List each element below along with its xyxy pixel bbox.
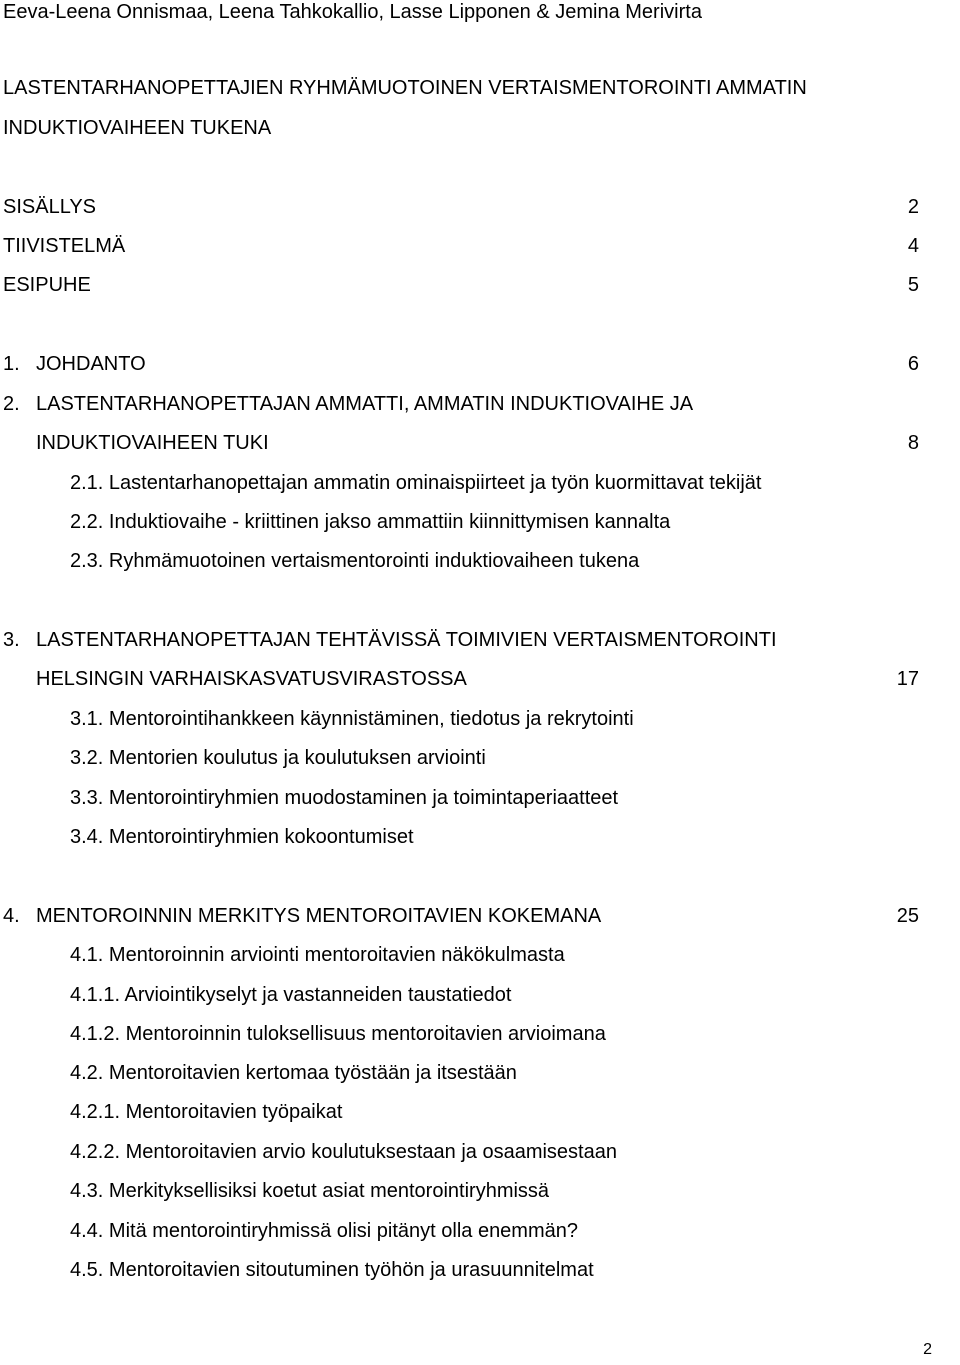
toc-section-1-number: 1. [3, 353, 20, 375]
toc-section-4-page: 25 [896, 905, 919, 927]
toc-tiivistelma-label: TIIVISTELMÄ [3, 235, 126, 257]
toc-section-4-3: 4.3. Merkityksellisiksi koetut asiat mentorointiryhmissä [70, 1180, 550, 1202]
toc-section-4-2-1: 4.2.1. Mentoroitavien työpaikat [70, 1101, 343, 1123]
toc-section-4-2-2: 4.2.2. Mentoroitavien arvio koulutuksestaan ja osaamisestaan [70, 1141, 617, 1163]
toc-section-2-page: 8 [907, 432, 919, 454]
toc-section-2-3: 2.3. Ryhmämuotoinen vertaismentorointi induktiovaiheen tukena [70, 550, 640, 572]
document-title-line-1: LASTENTARHANOPETTAJIEN RYHMÄMUOTOINEN VERTAISMENTOROINTI AMMATIN [3, 77, 807, 99]
toc-esipuhe-label: ESIPUHE [3, 274, 91, 296]
toc-sisallys-label: SISÄLLYS [3, 196, 97, 218]
toc-section-4-1-2: 4.1.2. Mentoroinnin tuloksellisuus mentoroitavien arvioimana [70, 1023, 606, 1045]
toc-section-3-label-line-1: LASTENTARHANOPETTAJAN TEHTÄVISSÄ TOIMIVIEN VERTAISMENTOROINTI [36, 629, 777, 651]
toc-tiivistelma-page: 4 [907, 235, 919, 257]
toc-section-3-label-line-2: HELSINGIN VARHAISKASVATUSVIRASTOSSA [36, 668, 467, 690]
toc-section-2-label-line-2: INDUKTIOVAIHEEN TUKI [36, 432, 269, 454]
toc-section-3-2: 3.2. Mentorien koulutus ja koulutuksen arviointi [70, 747, 486, 769]
toc-section-3-1: 3.1. Mentorointihankkeen käynnistäminen, tiedotus ja rekrytointi [70, 708, 634, 730]
toc-section-3-3: 3.3. Mentorointiryhmien muodostaminen ja toimintaperiaatteet [70, 787, 619, 809]
toc-section-1-page: 6 [907, 353, 919, 375]
toc-section-2-2: 2.2. Induktiovaihe - kriittinen jakso ammattiin kiinnittymisen kannalta [70, 511, 671, 533]
toc-section-4-label: MENTOROINNIN MERKITYS MENTOROITAVIEN KOKEMANA [36, 905, 602, 927]
toc-section-2-number: 2. [3, 393, 20, 415]
toc-section-4-number: 4. [3, 905, 20, 927]
toc-section-4-1: 4.1. Mentoroinnin arviointi mentoroitavien näkökulmasta [70, 944, 565, 966]
toc-section-3-number: 3. [3, 629, 20, 651]
toc-section-2-1: 2.1. Lastentarhanopettajan ammatin ominaispiirteet ja työn kuormittavat tekijät [70, 472, 762, 494]
toc-section-4-2: 4.2. Mentoroitavien kertomaa työstään ja itsestään [70, 1062, 517, 1084]
authors-line: Eeva-Leena Onnismaa, Leena Tahkokallio, Lasse Lipponen & Jemina Merivirta [3, 1, 702, 23]
toc-section-4-1-1: 4.1.1. Arviointikyselyt ja vastanneiden taustatiedot [70, 984, 512, 1006]
toc-section-3-page: 17 [896, 668, 919, 690]
toc-esipuhe-page: 5 [907, 274, 919, 296]
toc-section-2-label-line-1: LASTENTARHANOPETTAJAN AMMATTI, AMMATIN INDUKTIOVAIHE JA [36, 393, 694, 415]
page-number: 2 [923, 1341, 932, 1358]
toc-sisallys-page: 2 [907, 196, 919, 218]
document-title-line-2: INDUKTIOVAIHEEN TUKENA [3, 117, 272, 139]
toc-section-4-4: 4.4. Mitä mentorointiryhmissä olisi pitänyt olla enemmän? [70, 1220, 578, 1242]
toc-section-4-5: 4.5. Mentoroitavien sitoutuminen työhön ja urasuunnitelmat [70, 1259, 594, 1281]
toc-section-1-label: JOHDANTO [36, 353, 146, 375]
toc-section-3-4: 3.4. Mentorointiryhmien kokoontumiset [70, 826, 414, 848]
